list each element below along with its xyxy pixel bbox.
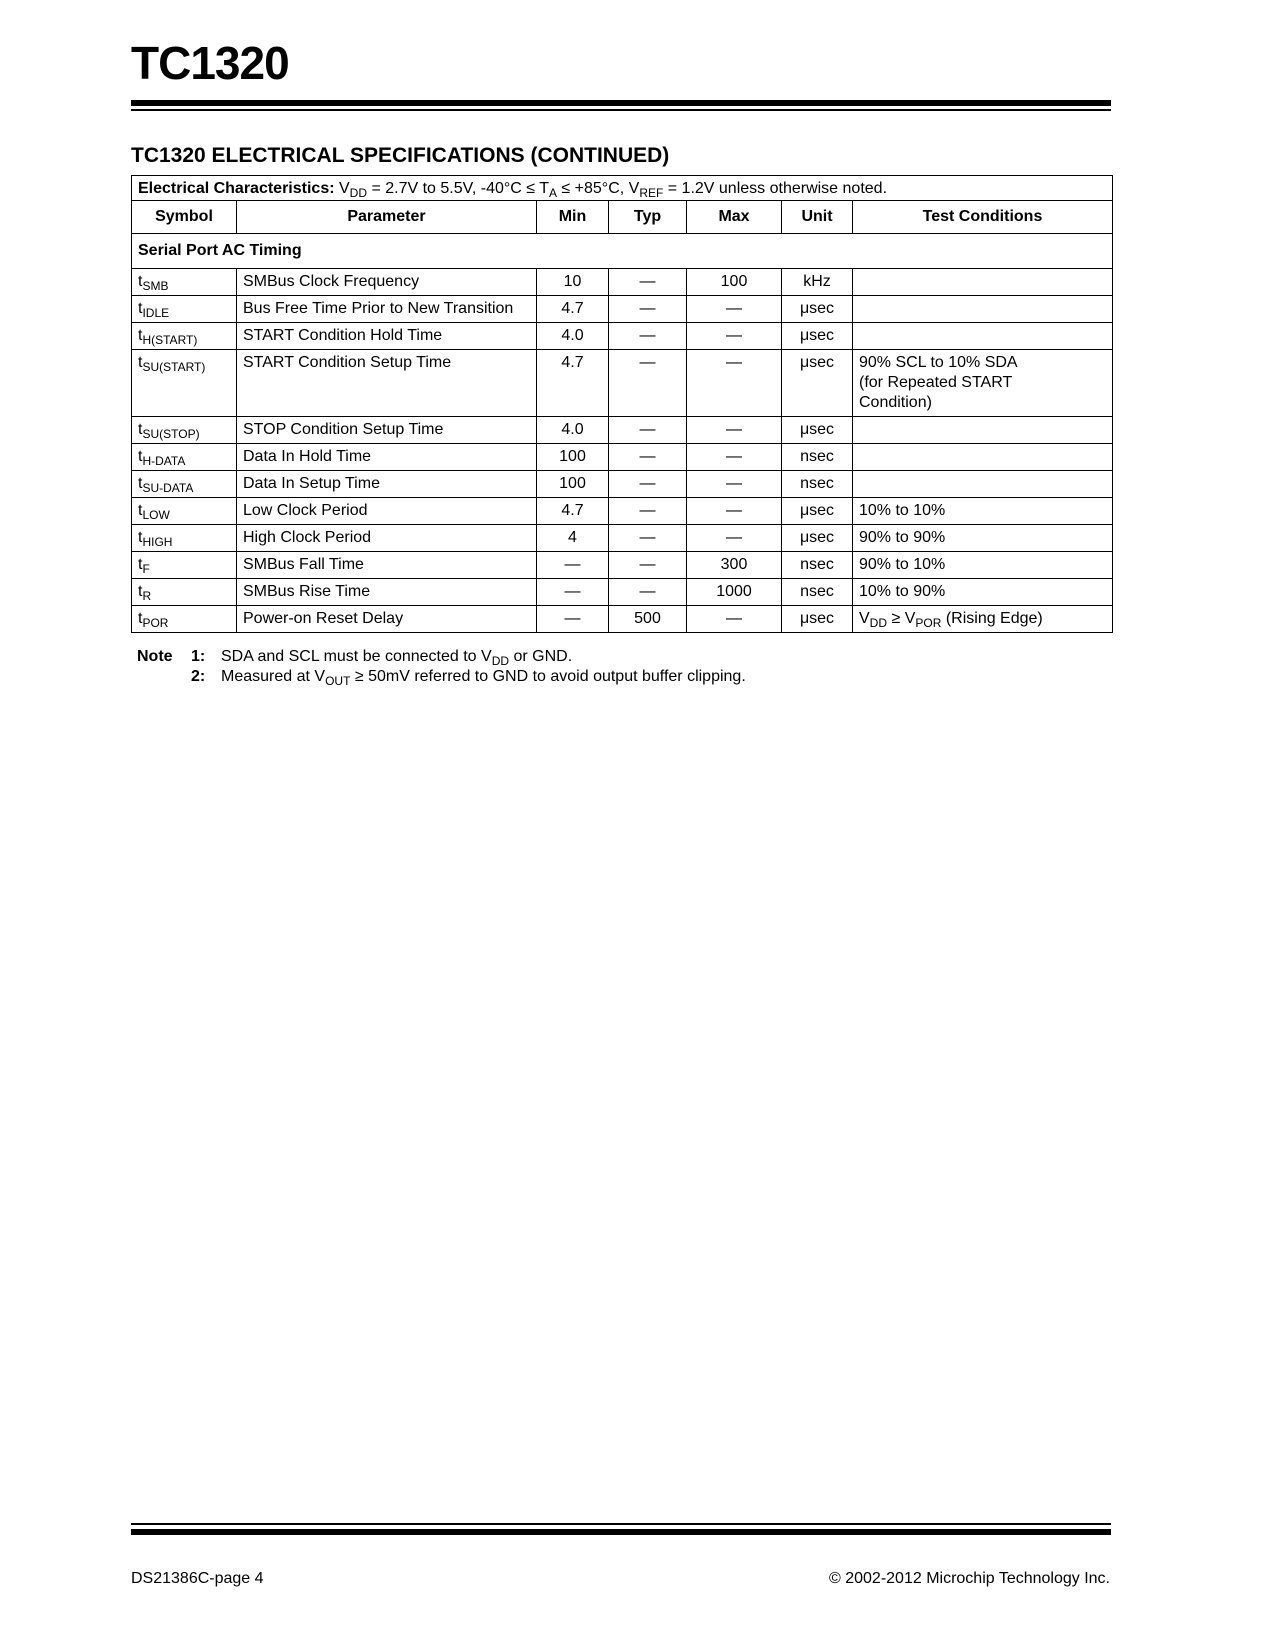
- typ-cell: —: [609, 498, 687, 525]
- symbol-cell: $t_R$: [132, 579, 237, 606]
- parameter-cell: SMBus Rise Time: [237, 579, 537, 606]
- electrical-spec-table: [131, 175, 1113, 633]
- column-header-max: Max: [687, 201, 782, 234]
- typ-cell: —: [609, 269, 687, 296]
- max-cell: —: [687, 471, 782, 498]
- typ-cell: —: [609, 579, 687, 606]
- unit-cell: μsec: [782, 498, 853, 525]
- parameter-cell: Bus Free Time Prior to New Transition: [237, 296, 537, 323]
- column-header-parameter: Parameter: [237, 201, 537, 234]
- symbol-cell: $t_{H(START)}$: [132, 323, 237, 350]
- max-cell: —: [687, 417, 782, 444]
- conditions-cell: [853, 417, 1113, 444]
- parameter-cell: Data In Setup Time: [237, 471, 537, 498]
- typ-cell: —: [609, 552, 687, 579]
- note-number: 2:: [191, 668, 206, 685]
- note-text: SDA and SCL must be connected to $V_{DD}$ or GND.: [221, 648, 573, 668]
- min-cell: 4.0: [537, 323, 609, 350]
- parameter-cell: START Condition Setup Time: [237, 350, 537, 417]
- conditions-cell: [853, 269, 1113, 296]
- typ-cell: —: [609, 350, 687, 417]
- unit-cell: μsec: [782, 606, 853, 633]
- ec-text: ≤ +85°C, V: [556, 180, 640, 197]
- section-title: TC1320 ELECTRICAL SPECIFICATIONS (CONTINUED): [131, 144, 670, 167]
- conditions-cell: 90% to 10%: [853, 552, 1113, 579]
- symbol-cell: $t_{SMB}$: [132, 269, 237, 296]
- max-cell: 300: [687, 552, 782, 579]
- ec-sub: REF: [639, 186, 664, 200]
- conditions-cell: 10% to 90%: [853, 579, 1113, 606]
- footer-rule-thin: [131, 1523, 1111, 1525]
- column-header-min: Min: [537, 201, 609, 234]
- parameter-cell: Power-on Reset Delay: [237, 606, 537, 633]
- condition-line: 90% SCL to 10% SDA: [859, 354, 1018, 371]
- ec-text: = 1.2V unless otherwise noted.: [663, 180, 888, 197]
- parameter-cell: Data In Hold Time: [237, 444, 537, 471]
- header-rule-thick: [131, 100, 1111, 106]
- unit-cell: μsec: [782, 323, 853, 350]
- column-header-typ: Typ: [609, 201, 687, 234]
- max-cell: —: [687, 606, 782, 633]
- min-cell: —: [537, 606, 609, 633]
- parameter-cell: SMBus Fall Time: [237, 552, 537, 579]
- min-cell: 4.7: [537, 296, 609, 323]
- min-cell: 4: [537, 525, 609, 552]
- min-cell: 4.0: [537, 417, 609, 444]
- column-header-test-conditions: Test Conditions: [853, 201, 1113, 234]
- max-cell: 1000: [687, 579, 782, 606]
- group-row: [132, 234, 1113, 269]
- unit-cell: nsec: [782, 579, 853, 606]
- header-rule-thin: [131, 109, 1111, 111]
- min-cell: 100: [537, 471, 609, 498]
- conditions-cell: [853, 350, 1113, 417]
- max-cell: —: [687, 350, 782, 417]
- conditions-cell: [853, 296, 1113, 323]
- ec-text: V: [339, 180, 350, 197]
- parameter-cell: Low Clock Period: [237, 498, 537, 525]
- max-cell: —: [687, 498, 782, 525]
- parameter-cell: SMBus Clock Frequency: [237, 269, 537, 296]
- table-row: [132, 606, 1113, 633]
- footer-copyright: © 2002-2012 Microchip Technology Inc.: [829, 1570, 1110, 1587]
- min-cell: 100: [537, 444, 609, 471]
- conditions-cell: 90% to 90%: [853, 525, 1113, 552]
- symbol-cell: $t_{LOW}$: [132, 498, 237, 525]
- table-row: [132, 525, 1113, 552]
- typ-cell: —: [609, 471, 687, 498]
- max-cell: —: [687, 444, 782, 471]
- min-cell: 4.7: [537, 350, 609, 417]
- typ-cell: —: [609, 417, 687, 444]
- table-row: [132, 417, 1113, 444]
- footer-page-id: DS21386C-page 4: [131, 1570, 264, 1587]
- symbol-cell: $t_{SU(START)}$: [132, 350, 237, 417]
- table-row: [132, 579, 1113, 606]
- column-header-unit: Unit: [782, 201, 853, 234]
- symbol-cell: $t_{H-DATA}$: [132, 444, 237, 471]
- footer-rule-thick: [131, 1529, 1111, 1535]
- unit-cell: nsec: [782, 471, 853, 498]
- symbol-cell: $t_{SU-DATA}$: [132, 471, 237, 498]
- symbol-cell: $t_F$: [132, 552, 237, 579]
- electrical-characteristics-text: [132, 176, 1113, 201]
- unit-cell: μsec: [782, 296, 853, 323]
- column-header-symbol: Symbol: [132, 201, 237, 234]
- note-1: [137, 647, 746, 667]
- parameter-cell: High Clock Period: [237, 525, 537, 552]
- conditions-cell: [853, 471, 1113, 498]
- conditions-cell: $V_{DD} \ge V_{POR}$ (Rising Edge): [853, 606, 1113, 633]
- typ-cell: —: [609, 444, 687, 471]
- group-label: Serial Port AC Timing: [132, 234, 1113, 269]
- max-cell: —: [687, 525, 782, 552]
- symbol-cell: $t_{HIGH}$: [132, 525, 237, 552]
- note-label: Note: [137, 648, 173, 665]
- symbol-cell: $t_{IDLE}$: [132, 296, 237, 323]
- unit-cell: kHz: [782, 269, 853, 296]
- ec-text: = 2.7V to 5.5V, -40°C ≤ T: [367, 180, 549, 197]
- table-header-row: [132, 201, 1113, 234]
- table-notes: [137, 647, 746, 687]
- ec-sub: DD: [349, 186, 368, 200]
- unit-cell: μsec: [782, 525, 853, 552]
- max-cell: —: [687, 296, 782, 323]
- note-2: [137, 667, 746, 687]
- electrical-characteristics-row: [132, 176, 1113, 201]
- table-row: [132, 296, 1113, 323]
- unit-cell: nsec: [782, 552, 853, 579]
- unit-cell: nsec: [782, 444, 853, 471]
- max-cell: 100: [687, 269, 782, 296]
- note-text: Measured at $V_{OUT} \ge 50mV$ referred to GND to avoid output buffer clipping.: [221, 668, 746, 688]
- table-row: [132, 350, 1113, 417]
- max-cell: —: [687, 323, 782, 350]
- document-title: TC1320: [131, 37, 289, 89]
- conditions-cell: 10% to 10%: [853, 498, 1113, 525]
- table-row: [132, 498, 1113, 525]
- typ-cell: 500: [609, 606, 687, 633]
- parameter-cell: STOP Condition Setup Time: [237, 417, 537, 444]
- table-row: [132, 323, 1113, 350]
- condition-line: (for Repeated START: [859, 374, 1013, 391]
- typ-cell: —: [609, 296, 687, 323]
- table-row: [132, 444, 1113, 471]
- min-cell: —: [537, 579, 609, 606]
- min-cell: 10: [537, 269, 609, 296]
- ec-label: Electrical Characteristics:: [138, 180, 335, 197]
- table-row: [132, 269, 1113, 296]
- symbol-cell: $t_{POR}$: [132, 606, 237, 633]
- conditions-cell: [853, 444, 1113, 471]
- unit-cell: μsec: [782, 417, 853, 444]
- note-number: 1:: [191, 648, 206, 665]
- unit-cell: μsec: [782, 350, 853, 417]
- min-cell: 4.7: [537, 498, 609, 525]
- ec-sub: A: [548, 186, 557, 200]
- conditions-cell: [853, 323, 1113, 350]
- typ-cell: —: [609, 525, 687, 552]
- symbol-cell: $t_{SU(STOP)}$: [132, 417, 237, 444]
- min-cell: —: [537, 552, 609, 579]
- table-row: [132, 552, 1113, 579]
- table-row: [132, 471, 1113, 498]
- condition-line: Condition): [859, 394, 932, 411]
- parameter-cell: START Condition Hold Time: [237, 323, 537, 350]
- typ-cell: —: [609, 323, 687, 350]
